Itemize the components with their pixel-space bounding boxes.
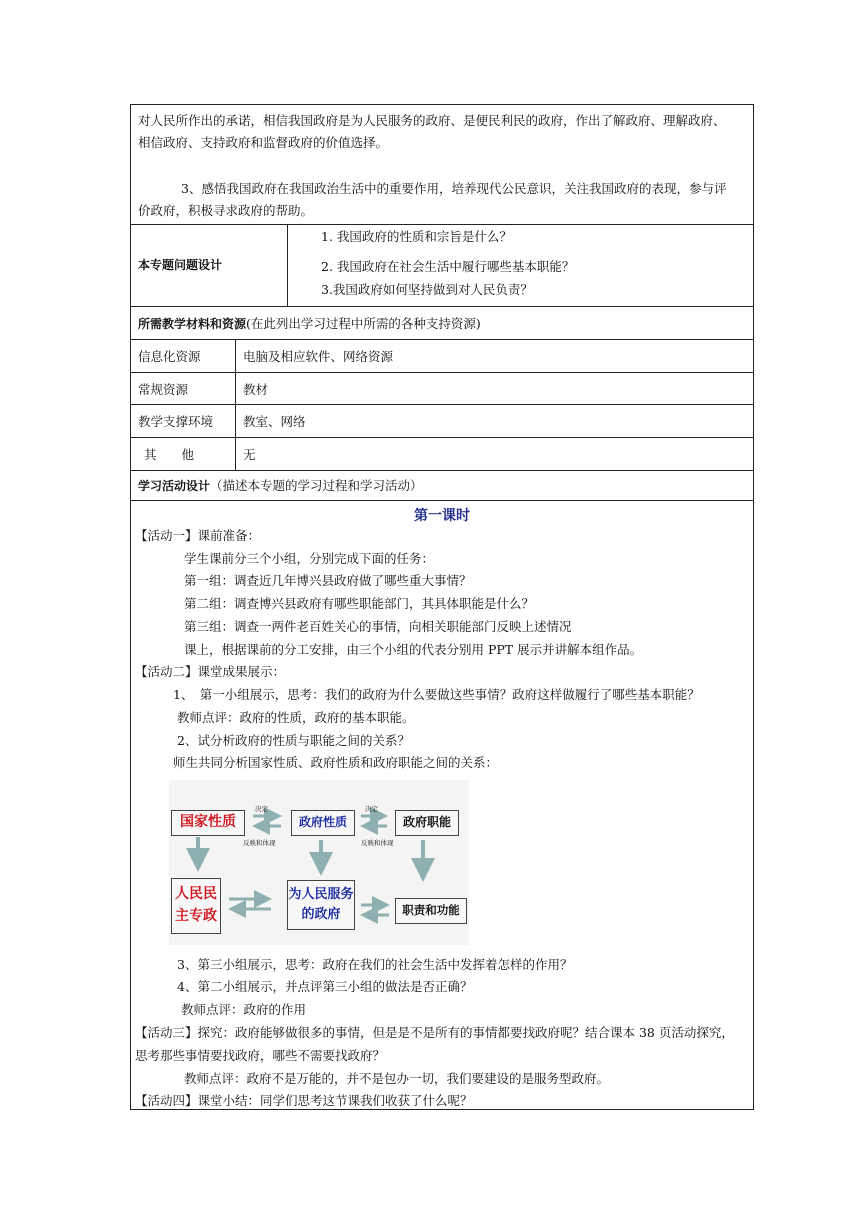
activity-line: 课上，根据课前的分工安排，由三个小组的代表分别用 PPT 展示并讲解本组作品。 [184,642,643,657]
label-decide: 决定 [365,805,378,813]
resource-value: 教材 [243,382,269,397]
activity-heading-note: （描述本专题的学习过程和学习活动） [210,478,423,493]
activity-line: 教师点评：政府的性质，政府的基本职能。 [177,710,415,725]
node-government-function: 政府职能 [395,810,459,836]
resource-row [131,373,753,405]
questions-row [131,225,753,307]
activity-line: 【活动一】课前准备： [135,528,261,543]
activity-line: 4、第二小组展示，并点评第三小组的做法是否正确？ [177,979,473,994]
question-item: 3.我国政府如何坚持做到对人民负责？ [321,282,533,297]
relationship-diagram [169,780,469,945]
objective-line: 对人民所作出的承诺，相信我国政府是为人民服务的政府、是便民利民的政府，作出了解政府、理解政府、 [138,113,726,128]
activity-line: 1、 第一小组展示，思考：我们的政府为什么要做这些事情？政府这样做履行了哪些基本职能？ [173,687,700,702]
resources-heading-note: (在此列出学习过程中所需的各种支持资源) [246,316,481,331]
label-reflect: 反映和体现 [361,839,394,847]
resources-heading-row [131,307,753,340]
node-government-nature: 政府性质 [291,810,355,836]
activity-line: 师生共同分析国家性质、政府性质和政府职能之间的关系： [173,755,499,770]
questions-label: 本专题问题设计 [138,258,223,272]
activity-line: 【活动二】课堂成果展示： [135,664,286,679]
activity-line: 第二组：调查博兴县政府有哪些职能部门，其具体职能是什么？ [184,596,535,611]
activity-heading-row [131,471,753,501]
question-item: 1. 我国政府的性质和宗旨是什么？ [321,229,512,244]
activity-line: 【活动四】课堂小结：同学们思考这节课我们收获了什么呢？ [135,1093,473,1108]
lesson-title: 第一课时 [414,508,470,524]
resource-row [131,438,753,471]
resource-row [131,405,753,438]
resource-row [131,340,753,373]
resource-label: 常规资源 [138,382,189,397]
node-state-nature: 国家性质 [171,810,245,836]
lesson-plan-table [130,104,754,1110]
resource-value: 教室、网络 [243,414,306,429]
objectives-row [131,105,753,225]
activity-heading: 学习活动设计 [138,479,211,493]
resource-value: 电脑及相应软件、网络资源 [243,349,394,364]
resource-label: 信息化资源 [138,349,201,364]
resource-label: 其 他 [144,447,195,462]
activity-line: 3、第三小组展示，思考：政府在我们的社会生活中发挥着怎样的作用？ [177,957,573,972]
activity-line: 第一组：调查近几年博兴县政府做了哪些重大事情？ [184,573,472,588]
resources-heading: 所需教学材料和资源 [138,317,247,331]
activity-line: 教师点评：政府的作用 [181,1002,307,1017]
node-serve-people-government: 为人民服务的政府 [287,880,355,930]
node-duties-functions: 职责和功能 [395,898,467,924]
resource-label: 教学支撑环境 [138,414,214,429]
label-reflect: 反映和体现 [243,839,276,847]
question-item: 2. 我国政府在社会生活中履行哪些基本职能？ [321,259,575,274]
activity-line: 思考那些事情要找政府，哪些不需要找政府？ [135,1048,386,1063]
resource-value: 无 [243,447,256,462]
label-decide: 决定 [255,805,268,813]
activity-line: 第三组：调查一两件老百姓关心的事情，向相关职能部门反映上述情况 [184,619,572,634]
node-people-dictatorship: 人民民主专政 [171,878,221,934]
activity-line: 学生课前分三个小组，分别完成下面的任务： [184,551,435,566]
objective-line: 价政府，积极寻求政府的帮助。 [138,203,314,218]
activity-line: 【活动三】探究：政府能够做很多的事情，但是是不是所有的事情都要找政府呢？结合课本 38 页活动探究， [135,1025,734,1040]
activity-line: 教师点评：政府不是万能的，并不是包办一切，我们要建设的是服务型政府。 [184,1071,610,1086]
activity-line: 2、试分析政府的性质与职能之间的关系？ [177,733,410,748]
objective-line: 3、感悟我国政府在我国政治生活中的重要作用，培养现代公民意识，关注我国政府的表现，参与评 [181,181,727,196]
objective-line: 相信政府、支持政府和监督政府的价值选择。 [138,135,389,150]
